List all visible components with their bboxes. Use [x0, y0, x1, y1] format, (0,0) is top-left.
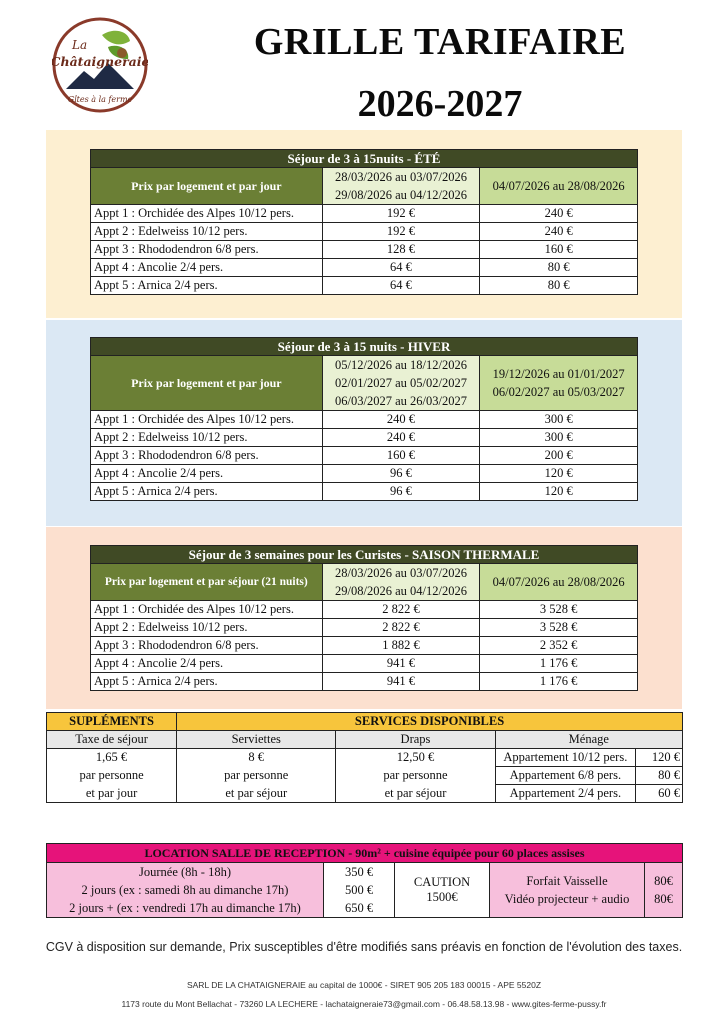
page-year: 2026-2027 [357, 83, 523, 125]
col-draps: Draps [336, 731, 495, 749]
reception-durations: Journée (8h - 18h) 2 jours (ex : samedi 8h au dimanche 17h) 2 jours + (ex : vendredi 17h au dimanche 17h) [47, 863, 324, 918]
table-row: Appt 1 : Orchidée des Alpes 10/12 pers. 240 € 300 € [91, 411, 638, 429]
table-row: Appt 5 : Arnica 2/4 pers. 941 € 1 176 € [91, 673, 638, 691]
terms-note: CGV à disposition sur demande, Prix susceptibles d'être modifiés sans préavis en fonction de l'évolution des taxes. [45, 940, 683, 954]
footer-company: SARL DE LA CHATAIGNERAIE au capital de 1000€ - SIRET 905 205 183 00015 - APE 5520Z [186, 980, 542, 990]
page-title: GRILLE TARIFAIRE [253, 21, 627, 63]
menage-price: 120 € [636, 749, 683, 767]
table-row: Appt 5 : Arnica 2/4 pers. 64 € 80 € [91, 277, 638, 295]
table-row: Appt 2 : Edelweiss 10/12 pers. 240 € 300 € [91, 429, 638, 447]
reception-extras-prices: 80€ 80€ [645, 863, 683, 918]
col-serviettes: Serviettes [177, 731, 336, 749]
svg-text:La: La [72, 38, 88, 52]
col-taxe: Taxe de séjour [47, 731, 177, 749]
table-hiver-label: Prix par logement et par jour [91, 356, 323, 411]
table-ete-title: Séjour de 3 à 15nuits - ÉTÉ [91, 150, 638, 168]
taxe-value: 1,65 € [47, 749, 177, 767]
table-row: Appt 1 : Orchidée des Alpes 10/12 pers. 2 822 € 3 528 € [91, 601, 638, 619]
svg-text:Châtaigneraie: Châtaigneraie [52, 54, 148, 69]
table-row: Appt 2 : Edelweiss 10/12 pers. 192 € 240 € [91, 223, 638, 241]
table-thermal-title: Séjour de 3 semaines pour les Curistes - SAISON THERMALE [91, 546, 638, 564]
table-ete-period2: 04/07/2026 au 28/08/2026 [480, 168, 638, 205]
table-hiver-title: Séjour de 3 à 15 nuits - HIVER [91, 338, 638, 356]
menage-label: Appartement 2/4 pers. [495, 785, 636, 803]
draps-unit: par personne [336, 767, 495, 785]
taxe-period: et par jour [47, 785, 177, 803]
taxe-unit: par personne [47, 767, 177, 785]
reception-extras: Forfait Vaisselle Vidéo projecteur + audio [490, 863, 645, 918]
menage-price: 80 € [636, 767, 683, 785]
table-thermal-period2: 04/07/2026 au 28/08/2026 [480, 564, 638, 601]
table-thermal [90, 545, 638, 691]
table-row: Appt 1 : Orchidée des Alpes 10/12 pers. 192 € 240 € [91, 205, 638, 223]
table-thermal-period1: 28/03/2026 au 03/07/2026 29/08/2026 au 04/12/2026 [322, 564, 480, 601]
svg-text:Gîtes à la ferme: Gîtes à la ferme [67, 95, 133, 104]
menage-price: 60 € [636, 785, 683, 803]
supplements-title: SUPLÉMENTS [47, 713, 177, 731]
services-title: SERVICES DISPONIBLES [177, 713, 683, 731]
reception-title: LOCATION SALLE DE RECEPTION - 90m² + cuisine équipée pour 60 places assises [47, 844, 683, 863]
table-row: Appt 3 : Rhododendron 6/8 pers. 160 € 200 € [91, 447, 638, 465]
table-row: Appt 3 : Rhododendron 6/8 pers. 1 882 € 2 352 € [91, 637, 638, 655]
table-row: Appt 4 : Ancolie 2/4 pers. 96 € 120 € [91, 465, 638, 483]
table-ete [90, 149, 638, 295]
col-menage: Ménage [495, 731, 682, 749]
table-hiver-period2: 19/12/2026 au 01/01/2027 06/02/2027 au 05/03/2027 [480, 356, 638, 411]
table-ete-label: Prix par logement et par jour [91, 168, 323, 205]
table-row: Appt 3 : Rhododendron 6/8 pers. 128 € 160 € [91, 241, 638, 259]
table-hiver-period1: 05/12/2026 au 18/12/2026 02/01/2027 au 05/02/2027 06/03/2027 au 26/03/2027 [322, 356, 480, 411]
table-hiver [90, 337, 638, 501]
table-ete-period1: 28/03/2026 au 03/07/2026 29/08/2026 au 04/12/2026 [322, 168, 480, 205]
table-row: Appt 2 : Edelweiss 10/12 pers. 2 822 € 3 528 € [91, 619, 638, 637]
table-reception [46, 843, 683, 918]
table-supplements [46, 712, 683, 803]
table-row: Appt 4 : Ancolie 2/4 pers. 941 € 1 176 € [91, 655, 638, 673]
reception-caution: CAUTION 1500€ [395, 863, 490, 918]
footer-contact: 1173 route du Mont Bellachat - 73260 LA LECHERE - lachataigneraie73@gmail.com - 06.48.58.13.98 - www.gites-ferme-pussy.fr [121, 999, 607, 1009]
table-row: Appt 5 : Arnica 2/4 pers. 96 € 120 € [91, 483, 638, 501]
serviettes-unit: par personne [177, 767, 336, 785]
logo-emblem [52, 17, 148, 113]
draps-value: 12,50 € [336, 749, 495, 767]
menage-label: Appartement 6/8 pers. [495, 767, 636, 785]
serviettes-period: et par séjour [177, 785, 336, 803]
serviettes-value: 8 € [177, 749, 336, 767]
reception-prices: 350 € 500 € 650 € [324, 863, 395, 918]
logo [52, 17, 148, 113]
table-row: Appt 4 : Ancolie 2/4 pers. 64 € 80 € [91, 259, 638, 277]
draps-period: et par séjour [336, 785, 495, 803]
table-thermal-label: Prix par logement et par séjour (21 nuits) [91, 564, 323, 601]
menage-label: Appartement 10/12 pers. [495, 749, 636, 767]
